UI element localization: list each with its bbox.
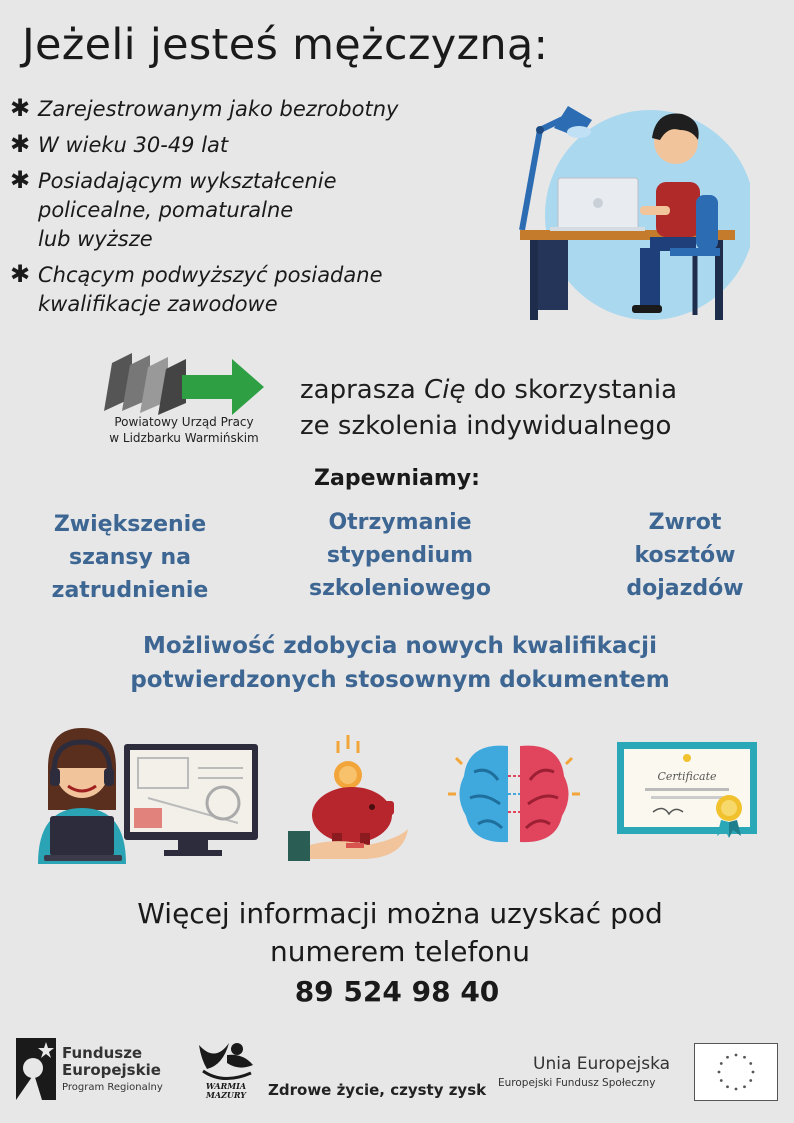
eu-star-icon [718,1071,721,1074]
qualification-benefit: Możliwość zdobycia nowych kwalifikacji potwierdzonych stosownym dokumentem [130,633,670,693]
svg-text:MAZURY: MAZURY [206,1090,246,1100]
criteria-item: ✱ Posiadającym wykształcenie policealne, pomaturalne lub wyższe [10,166,337,251]
criteria-list [10,95,470,326]
eu-name: Unia Europejska [533,1054,671,1074]
eu-star-icon [749,1079,752,1082]
guarantee-heading: Zapewniamy: [314,466,480,491]
region-slogan: Zdrowe życie, czysty zysk [268,1081,487,1099]
contact-info: Więcej informacji można uzyskać pod numerem telefonu [137,897,663,968]
certificate-icon [617,742,757,838]
warmia-mazury-logo-icon [193,1035,259,1101]
eu-star-icon [752,1071,755,1074]
asterisk-bullet-icon: ✱ [10,166,31,194]
asterisk-bullet-icon: ✱ [10,94,31,122]
european-funds-name: Fundusze Europejskie [62,1044,161,1079]
piggy-bank-hand-icon [288,735,410,863]
eu-star-icon [735,1088,738,1091]
asterisk-bullet-icon: ✱ [10,130,31,158]
phone-number: 89 524 98 40 [294,975,500,1008]
criteria-item: ✱ W wieku 30-49 lat [10,130,229,158]
benefit-employment: Zwiększenie szansy na zatrudnienie [51,512,209,603]
eu-star-icon [720,1079,723,1082]
asterisk-bullet-icon: ✱ [10,260,31,288]
page-title: Jeżeli jesteś mężczyzną: [22,20,549,70]
svg-text:WARMIA: WARMIA [205,1081,247,1091]
regional-program-label: Program Regionalny [62,1082,163,1093]
woman-headset-computer-icon [38,728,260,864]
criteria-item: ✱ Chcącym podwyższyć posiadane kwalifikacje zawodowe [10,260,383,316]
office-logo-text: Powiatowy Urząd Pracy w Lidzbarku Warmińskim [109,415,259,445]
benefit-scholarship: Otrzymanie stypendium szkoleniowego [309,510,491,601]
eu-star-icon [735,1054,738,1057]
eu-star-icon [726,1085,729,1088]
invitation-text: zaprasza Cię do skorzystania ze szkolenia indywidualnego [300,375,678,441]
brain-hemispheres-icon [448,736,580,854]
criteria-item: ✱ Zarejestrowanym jako bezrobotny [10,94,399,122]
european-funds-logo-icon [16,1038,56,1100]
esf-name: Europejski Fundusz Społeczny [498,1077,656,1089]
certificate-label: Certificate [657,770,717,783]
eu-star-icon [743,1085,746,1088]
eu-star-icon [720,1062,723,1065]
eu-star-icon [743,1056,746,1059]
eu-flag-icon [694,1043,778,1101]
man-at-desk-illustration [510,100,750,330]
eu-star-icon [749,1062,752,1065]
benefit-travel-refund: Zwrot kosztów dojazdów [626,510,744,601]
eu-star-icon [726,1056,729,1059]
